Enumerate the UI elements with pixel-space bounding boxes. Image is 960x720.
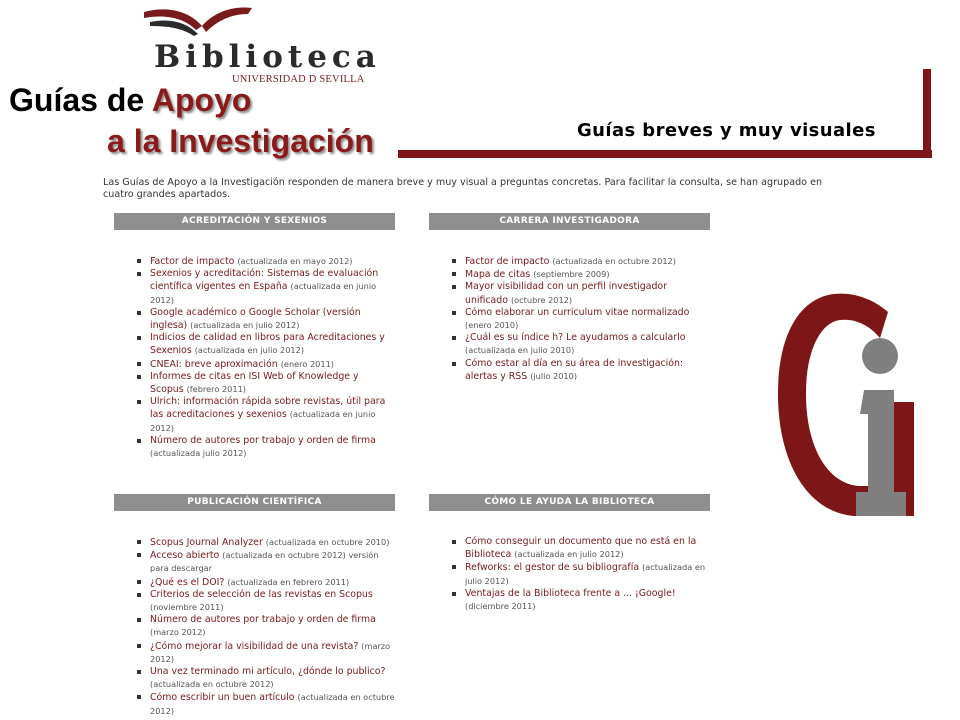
guide-link[interactable]: Mayor visibilidad con un perfil investigador unificado bbox=[465, 281, 667, 306]
guide-link[interactable]: Número de autores por trabajo y orden de firma bbox=[150, 434, 376, 446]
guide-link[interactable]: Criterios de selección de las revistas en Scopus bbox=[150, 588, 373, 600]
guide-item bbox=[451, 358, 710, 383]
section-como-le-ayuda-biblioteca bbox=[429, 494, 710, 613]
guide-item bbox=[451, 268, 710, 281]
guide-date: (actualizada en julio 2012) bbox=[190, 320, 300, 331]
title-part1: Guías de bbox=[9, 82, 145, 118]
guide-link[interactable]: Mapa de citas bbox=[465, 269, 531, 281]
intro-text: Las Guías de Apoyo a la Investigación responden de manera breve y muy visual a preguntas concretas. Para facilitar la consulta, se han agrupado en cuatro grandes apartados. bbox=[103, 177, 823, 200]
guide-link[interactable]: Acceso abierto bbox=[150, 550, 220, 562]
guide-date: (diciembre 2011) bbox=[465, 601, 536, 612]
guide-date: (julio 2010) bbox=[530, 370, 578, 381]
guide-item bbox=[136, 255, 395, 268]
guide-item bbox=[136, 536, 395, 549]
section-header: CARRERA INVESTIGADORA bbox=[429, 213, 710, 230]
guide-link[interactable]: Refworks: el gestor de su bibliografía bbox=[465, 562, 640, 574]
guide-list bbox=[429, 255, 710, 383]
section-header: CÓMO LE AYUDA LA BIBLIOTECA bbox=[429, 494, 710, 511]
guide-link[interactable]: Cómo elaborar un curriculum vitae normalizado bbox=[465, 306, 690, 318]
page-title-line1 bbox=[9, 84, 251, 116]
gi-logo-icon bbox=[776, 290, 920, 520]
section-acreditacion-sexenios bbox=[114, 213, 395, 460]
guide-list bbox=[429, 536, 710, 613]
guide-link[interactable]: Informes de citas en ISI Web of Knowledge y Scopus bbox=[150, 370, 359, 396]
guide-link[interactable]: ¿Cómo mejorar la visibilidad de una revista? bbox=[150, 640, 359, 652]
guide-item bbox=[136, 268, 395, 307]
guide-date: (actualizada en julio 2010) bbox=[465, 345, 575, 356]
guide-link[interactable]: CNEAI: breve aproximación bbox=[150, 358, 278, 370]
guide-link[interactable]: ¿Qué es el DOI? bbox=[150, 576, 225, 588]
guide-item bbox=[451, 561, 710, 587]
guide-item bbox=[136, 307, 395, 332]
guide-date: (actualizada en julio 2012) bbox=[194, 345, 305, 356]
logo-wordmark: Biblioteca bbox=[154, 39, 381, 75]
guide-item bbox=[136, 371, 395, 396]
guide-item bbox=[136, 358, 395, 371]
guide-date: (actualizada en octubre 2010) bbox=[265, 537, 390, 547]
guide-date: (actualizada en febrero 2011) bbox=[227, 576, 350, 587]
guide-date: (actualizada en julio 2012) bbox=[514, 549, 624, 560]
guide-link[interactable]: Ulrich: información rápida sobre revistas, útil para las acreditaciones y sexenios bbox=[150, 396, 386, 421]
biblioteca-logo[interactable] bbox=[136, 4, 381, 88]
guide-date: (enero 2011) bbox=[280, 358, 335, 369]
section-header: PUBLICACIÓN CIENTÍFICA bbox=[114, 494, 395, 511]
section-publicacion-cientifica bbox=[114, 494, 395, 718]
guide-item bbox=[136, 396, 395, 435]
guide-list bbox=[114, 255, 395, 460]
guide-item bbox=[136, 589, 395, 614]
title-accent: Apoyo bbox=[151, 82, 252, 118]
logo-university: UNIVERSIDAD D SEVILLA bbox=[232, 74, 365, 85]
header-rule-vertical bbox=[923, 69, 931, 158]
guide-link[interactable]: Google académico o Google Scholar (versión inglesa) bbox=[150, 306, 361, 332]
guide-date: (actualizada en julio 2012) bbox=[465, 562, 706, 586]
guide-date: (marzo 2012) bbox=[150, 627, 206, 638]
guide-item bbox=[136, 332, 395, 357]
guide-list bbox=[114, 536, 395, 718]
guide-date: (actualizada en octubre 2012) bbox=[150, 692, 395, 716]
page-subtitle: Guías breves y muy visuales bbox=[577, 120, 876, 141]
guide-item bbox=[136, 691, 395, 717]
guide-link[interactable]: Una vez terminado mi artículo, ¿dónde lo publico? bbox=[150, 666, 386, 678]
guide-date: (septiembre 2009) bbox=[533, 269, 610, 280]
guide-link[interactable]: Ventajas de la Biblioteca frente a ... ¡Google! bbox=[465, 587, 676, 599]
section-header: ACREDITACIÓN Y SEXENIOS bbox=[114, 213, 395, 230]
guide-item bbox=[136, 666, 395, 691]
page-title-line2: a la Investigación bbox=[107, 123, 374, 159]
guide-date: (actualizada en octubre 2012) versión para descargar bbox=[150, 550, 379, 574]
guide-item bbox=[451, 332, 710, 357]
guide-item bbox=[136, 549, 395, 575]
guide-item bbox=[136, 576, 395, 589]
guide-date: (noviembre 2011) bbox=[150, 602, 224, 613]
guide-item bbox=[136, 435, 395, 460]
guide-item bbox=[136, 640, 395, 666]
guide-item bbox=[451, 255, 710, 268]
guide-date: (actualizada julio 2012) bbox=[150, 448, 247, 459]
guide-link[interactable]: Cómo escribir un buen artículo bbox=[150, 692, 295, 704]
guide-link[interactable]: Scopus Journal Analyzer bbox=[150, 537, 263, 548]
guide-link[interactable]: Indicios de calidad en libros para Acreditaciones y Sexenios bbox=[150, 332, 385, 357]
guide-link[interactable]: Factor de impacto bbox=[150, 256, 235, 267]
guide-link[interactable]: Cómo conseguir un documento que no está en la Biblioteca bbox=[465, 536, 697, 561]
guide-link[interactable]: Número de autores por trabajo y orden de firma bbox=[150, 614, 376, 626]
guide-date: (actualizada en mayo 2012) bbox=[237, 256, 353, 266]
guide-item bbox=[451, 307, 710, 332]
header-rule-horizontal bbox=[398, 150, 932, 158]
guide-date: (actualizada en junio 2012) bbox=[150, 409, 376, 433]
guide-link[interactable]: Factor de impacto bbox=[465, 256, 550, 267]
guide-link[interactable]: Cómo estar al día en su área de investigación: alertas y RSS bbox=[465, 357, 684, 382]
guide-item bbox=[451, 281, 710, 306]
guide-item bbox=[136, 614, 395, 639]
guide-date: (actualizada en octubre 2012) bbox=[150, 679, 274, 690]
guide-item bbox=[451, 588, 710, 613]
guide-date: (octubre 2012) bbox=[510, 294, 573, 305]
guide-link[interactable]: ¿Cuál es su índice h? Le ayudamos a calcularlo bbox=[465, 332, 686, 344]
guide-date: (marzo 2012) bbox=[150, 640, 391, 664]
section-carrera-investigadora bbox=[429, 213, 710, 383]
guide-date: (actualizada en junio 2012) bbox=[150, 281, 377, 305]
guide-link[interactable]: Sexenios y acreditación: Sistemas de evaluación científica vigentes en España bbox=[150, 268, 379, 293]
guide-item bbox=[451, 536, 710, 561]
gi-logo bbox=[776, 290, 920, 520]
guide-date: (actualizada en octubre 2012) bbox=[552, 256, 676, 266]
guide-date: (enero 2010) bbox=[465, 320, 519, 331]
guide-date: (febrero 2011) bbox=[186, 384, 246, 395]
